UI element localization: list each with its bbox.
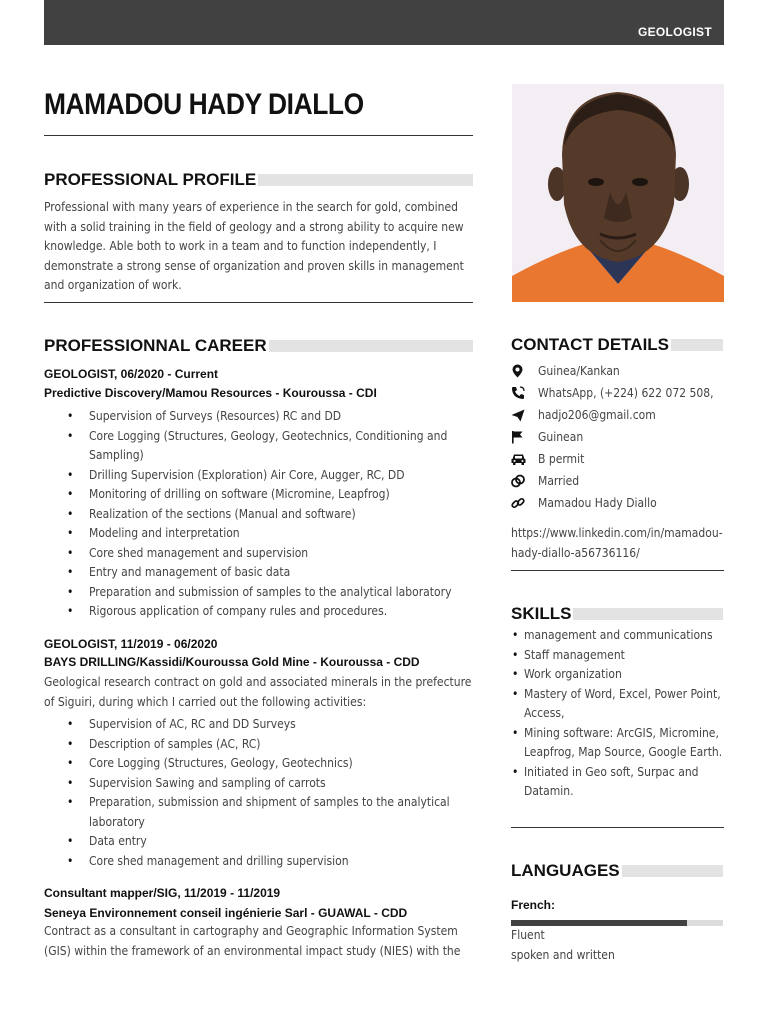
list-item: • Drilling Supervision (Exploration) Air Core, Augger, RC, DD [89,466,469,486]
header-bar [44,0,724,45]
job-2-company: BAYS DRILLING/Kassidi/Kouroussa Gold Mine - Kouroussa - CDD [44,655,420,669]
candidate-name: MAMADOU HADY DIALLO [44,88,364,121]
contact-list [511,360,726,514]
list-item: • Staff management [524,646,729,666]
contact-phone: WhatsApp, (+224) 622 072 508, [511,382,726,404]
profile-divider [44,302,473,303]
list-item: • Description of samples (AC, RC) [89,735,474,755]
list-item: • Work organization [524,665,729,685]
contact-nationality: Guinean [511,426,726,448]
job-role: GEOLOGIST [637,25,712,39]
profile-section-title: PROFESSIONAL PROFILE [44,170,473,190]
job-3-company: Seneya Environnement conseil ingénierie Sarl - GUAWAL - CDD [44,906,408,920]
list-item: • Initiated in Geo soft, Surpac and Datamin. [524,763,729,802]
contact-divider [511,570,724,571]
contact-marital-status: Married [511,470,726,492]
job-3-description: Contract as a consultant in cartography and Geographic Information System (GIS) within the framework of an environmental impact study (NIES) with the [44,924,461,958]
list-item: • Supervision of AC, RC and DD Surveys [89,715,474,735]
job-1-tasks [89,407,469,622]
skills-divider [511,827,724,828]
car-icon [511,453,538,465]
list-item: • Preparation, submission and shipment of samples to the analytical laboratory [89,793,474,832]
phone-icon [511,386,538,400]
contact-email[interactable]: hadjo206@gmail.com [511,404,726,426]
list-item: • Rigorous application of company rules and procedures. [89,602,469,622]
job-3-heading: Consultant mapper/SIG, 11/2019 - 11/2019 [44,886,281,900]
list-item: • management and communications [524,626,729,646]
profile-text: Professional with many years of experience in the search for gold, combined with a solid training in the field of geology and a strong ability to acquire new knowledge. Able both to work in a team and to function independently, I demonstrate a strong sense of organization and proven skills in management and organization of work. [44,200,464,292]
list-item: • Core Logging (Structures, Geology, Geotechnics) [89,754,474,774]
career-section-title: PROFESSIONNAL CAREER [44,336,473,356]
list-item: • Supervision of Surveys (Resources) RC and DD [89,407,469,427]
list-item: • Modeling and interpretation [89,524,469,544]
languages-section-title: LANGUAGES [511,861,723,881]
contact-profile-link[interactable]: Mamadou Hady Diallo [511,492,726,514]
list-item: • Realization of the sections (Manual and software) [89,505,469,525]
contact-section-title: CONTACT DETAILS [511,335,723,355]
send-icon [511,409,538,422]
contact-location: Guinea/Kankan [511,360,726,382]
list-item: • Monitoring of drilling on software (Micromine, Leapfrog) [89,485,469,505]
list-item: • Preparation and submission of samples to the analytical laboratory [89,583,469,603]
profile-photo [512,84,724,302]
list-item: • Mining software: ArcGIS, Micromine, Leapfrog, Map Source, Google Earth. [524,724,729,763]
list-item: • Mastery of Word, Excel, Power Point, Access, [524,685,729,724]
contact-license: B permit [511,448,726,470]
list-item: • Entry and management of basic data [89,563,469,583]
language-level-text: Fluent spoken and written [511,928,615,962]
language-name: French: [511,898,556,912]
job-1-heading: GEOLOGIST, 06/2020 - Current [44,367,219,381]
job-2-heading: GEOLOGIST, 11/2019 - 06/2020 [44,637,218,651]
job-2-description: Geological research contract on gold and associated minerals in the prefecture of Siguiri, during which I carried out the following activities: [44,675,472,709]
job-2-tasks [89,715,474,871]
list-item: • Core shed management and supervision [89,544,469,564]
list-item: • Data entry [89,832,474,852]
name-divider [44,135,473,136]
skills-list [524,626,729,802]
list-item: • Supervision Sawing and sampling of carrots [89,774,474,794]
list-item: • Core Logging (Structures, Geology, Geotechnics, Conditioning and Sampling) [89,427,469,466]
list-item: • Core shed management and drilling supervision [89,852,474,872]
flag-icon [511,430,538,444]
location-pin-icon [511,364,538,378]
rings-icon [511,474,538,488]
skills-section-title: SKILLS [511,604,723,624]
linkedin-url[interactable]: https://www.linkedin.com/in/mamadou-hady-diallo-a56736116/ [511,526,723,560]
link-icon [511,496,538,510]
job-1-company: Predictive Discovery/Mamou Resources - Kouroussa - CDI [44,386,377,400]
